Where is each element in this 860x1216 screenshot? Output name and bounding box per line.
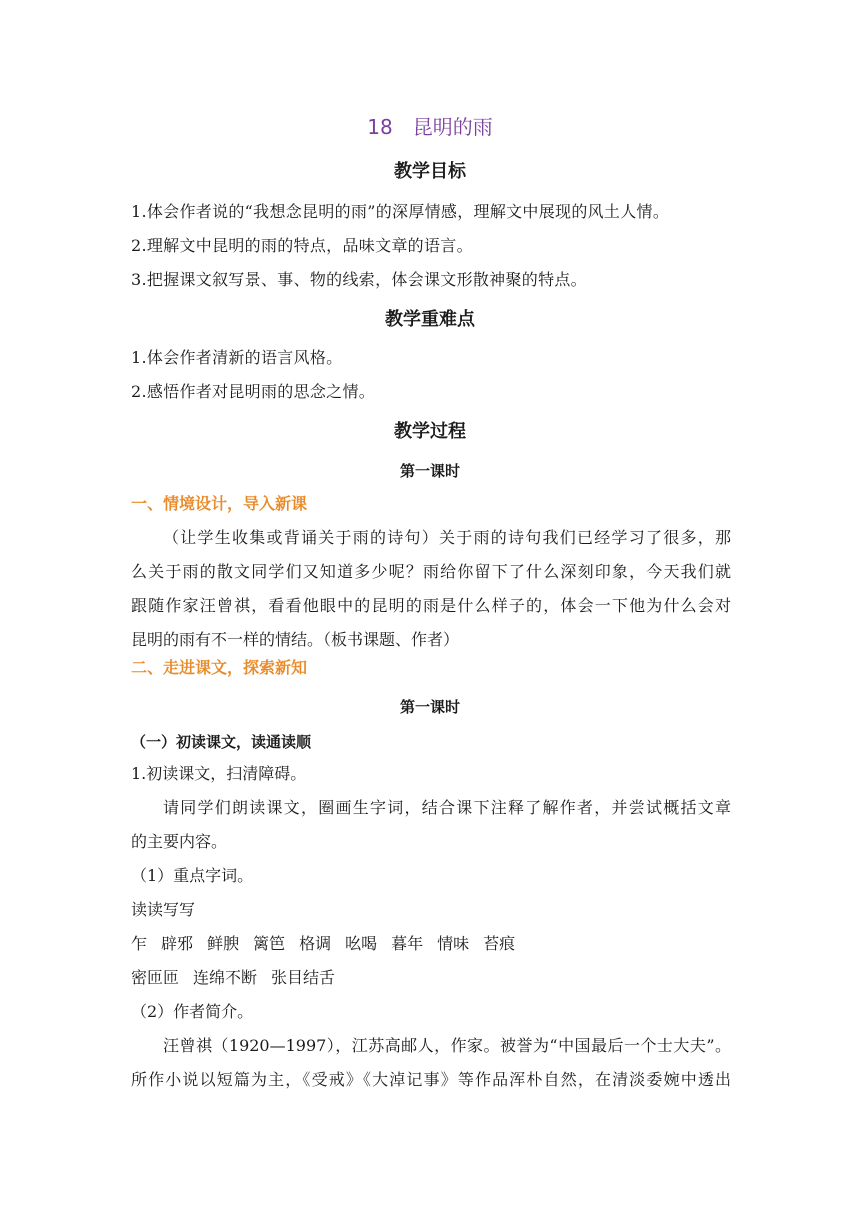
goal-item: 1.体会作者说的“我想念昆明的雨”的深厚情感，理解文中展现的风土人情。 [131,202,670,221]
vocab-word: 苔痕 [483,934,516,953]
vocab-word: 密匝匝 [131,968,180,987]
key-words-label: （1）重点字词。 [131,866,254,885]
lesson-label: 第一课时 [399,462,460,480]
vocab-word: 辟邪 [161,934,194,953]
paragraph-line: 昆明的雨有不一样的情结。（板书课题、作者） [131,630,460,649]
goal-item: 2.理解文中昆明的雨的特点，品味文章的语言。 [131,236,473,255]
vocab-word: 吆喝 [345,934,378,953]
paragraph-line: 汪曾祺（1920—1997），江苏高邮人，作家。被誉为“中国最后一个士大夫”。 [163,1036,731,1055]
paragraph-line: 请同学们朗读课文，圈画生字词，结合课下注释了解作者，并尝试概括文章 [163,798,731,817]
lesson-title: 18 昆明的雨 [367,115,493,139]
read-write-label: 读读写写 [131,900,196,919]
lesson-label: 第一课时 [399,698,460,716]
author-intro-label: （2）作者简介。 [131,1002,254,1021]
step-label: 1.初读课文，扫清障碍。 [131,764,307,783]
vocab-word: 鲜腴 [207,934,240,953]
section-heading: 一、情境设计，导入新课 [131,494,308,513]
goal-item: 3.把握课文叙写景、事、物的线索，体会课文形散神聚的特点。 [131,270,587,289]
key-points-heading: 教学重难点 [385,309,475,330]
vocab-word: 篱笆 [253,934,286,953]
paragraph-line: 所作小说以短篇为主，《受戒》《大淖记事》等作品浑朴自然，在清淡委婉中透出 [131,1070,731,1089]
paragraph-line: 跟随作家汪曾祺，看看他眼中的昆明的雨是什么样子的，体会一下他为什么会对 [131,596,731,615]
paragraph-line: （让学生收集或背诵关于雨的诗句）关于雨的诗句我们已经学习了很多，那 [163,528,731,547]
paragraph-line: 的主要内容。 [131,832,228,851]
vocab-word: 张目结舌 [271,968,336,987]
vocab-word: 情味 [437,934,470,953]
subsection-heading: （一）初读课文，读通读顺 [131,733,312,751]
key-point-item: 1.体会作者清新的语言风格。 [131,348,343,367]
vocab-word: 乍 [131,934,148,953]
section-heading: 二、走进课文，探索新知 [131,658,308,677]
word-list-row [131,968,731,988]
vocab-word: 连绵不断 [193,968,258,987]
process-heading: 教学过程 [394,421,466,442]
paragraph-line: 么关于雨的散文同学们又知道多少呢？雨给你留下了什么深刻印象，今天我们就 [131,562,731,581]
goals-heading: 教学目标 [394,161,466,182]
key-point-item: 2.感悟作者对昆明雨的思念之情。 [131,382,376,401]
vocab-word: 格调 [299,934,332,953]
word-list-row [131,934,731,954]
vocab-word: 暮年 [391,934,424,953]
